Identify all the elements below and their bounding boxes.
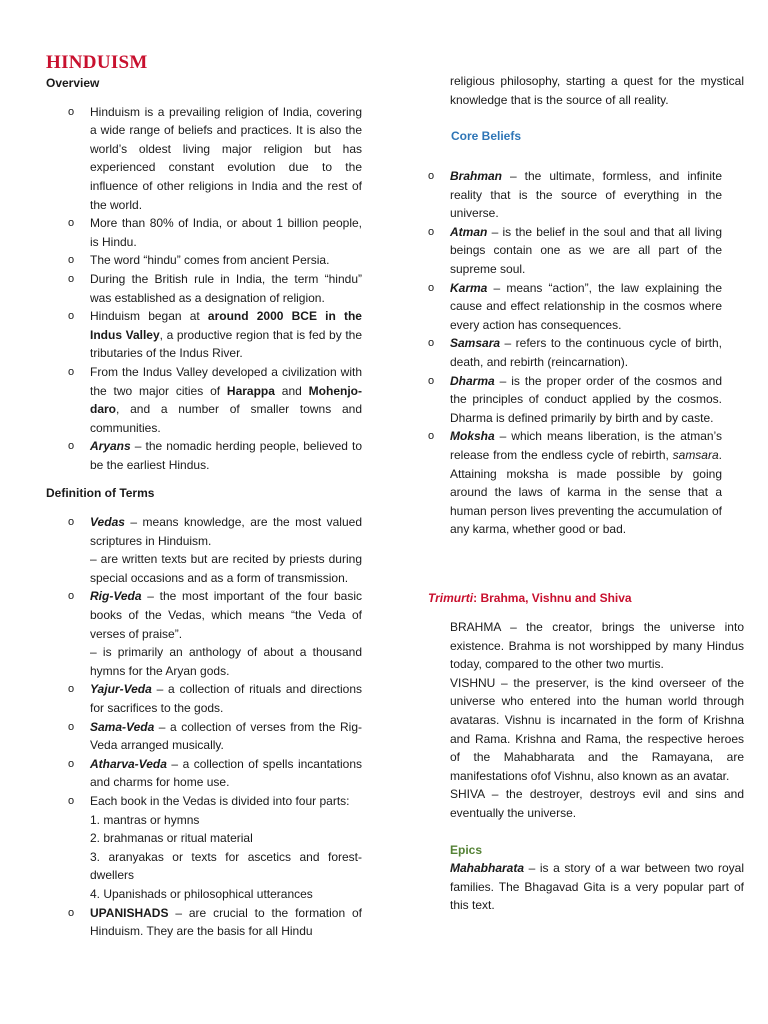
brahma-text: BRAHMA – the creator, brings the universe into existence. Brahma is not worshipped by many Hindus today, compared to the other two murtis.	[450, 620, 744, 672]
terms-heading: Definition of Terms	[46, 486, 155, 501]
list-item: o Atharva-Veda – a collection of spells incantations and charms for home use.	[68, 756, 362, 790]
core-beliefs-list	[428, 167, 722, 539]
bullet-icon: o	[68, 906, 75, 919]
list-item: o More than 80% of India, or about 1 billion people, is Hindu.	[68, 216, 362, 249]
list-item: o The word “hindu” comes from ancient Persia.	[46, 251, 362, 270]
bullet-icon: o	[68, 105, 75, 118]
vishnu-text: VISHNU – the preserver, is the kind overseer of the universe who entered into the human world through avataras. Vishnu is incarnated in the form of Krishna and Rama. Krishna and Rama, the respective heroes of the Mahabharata and the Ramayana, are manifestations ofof Vishnu, also known as an avatar.	[450, 675, 744, 783]
bullet-icon: o	[68, 310, 75, 323]
list-item: o Yajur-Veda – a collection of rituals and directions for sacrifices to the gods.	[68, 682, 362, 715]
list-item: o UPANISHADS – are crucial to the formation of Hinduism. They are the basis for all Hindu	[68, 905, 362, 939]
bullet-icon: o	[428, 170, 435, 182]
list-item: o Brahman – the ultimate, formless, and infinite reality that is the source of everything in the universe.	[428, 169, 722, 221]
core-beliefs-heading: Core Beliefs	[451, 129, 522, 144]
bullet-icon: o	[68, 683, 75, 696]
bullet-icon: o	[428, 337, 435, 350]
overview-list	[46, 103, 362, 475]
mahabharata-text: Mahabharata – is a story of a war between two royal families. The Bhagavad Gita is a very popular part of this text.	[450, 861, 744, 913]
epics-heading: Epics	[450, 842, 483, 857]
bullet-icon: o	[68, 440, 75, 453]
list-item: o Dharma – is the proper order of the cosmos and the principles of conduct applied by the cosmos. Dharma is defined primarily by birth and by caste.	[428, 373, 722, 425]
bullet-icon: o	[428, 281, 435, 294]
list-item: o Samsara – refers to the continuous cycle of birth, death, and rebirth (reincarnation).	[428, 336, 722, 369]
list-item: o Aryans – the nomadic herding people, believed to be the earliest Hindus.	[68, 439, 362, 472]
bullet-icon: o	[428, 374, 435, 387]
overview-heading: Overview	[46, 76, 100, 90]
bullet-icon: o	[68, 217, 75, 230]
bullet-icon: o	[68, 272, 75, 285]
terms-list	[46, 513, 362, 941]
bullet-icon: o	[68, 757, 75, 770]
trimurti-heading: Trimurti: Brahma, Vishnu and Shiva	[428, 591, 632, 605]
bullet-icon: o	[68, 720, 75, 733]
list-item: o Hinduism is a prevailing religion of India, covering a wide range of beliefs and practices. It is also the world’s oldest living major religion but has experienced constant evolution due to the influence of other religions in India and the rest of the world.	[68, 104, 362, 212]
bullet-icon: o	[428, 225, 435, 238]
list-item: o Sama-Veda – a collection of verses from the Rig-Veda arranged musically.	[68, 719, 362, 753]
bullet-icon: o	[68, 365, 75, 378]
bullet-icon: o	[68, 794, 75, 807]
shiva-text: SHIVA – the destroyer, destroys evil and sins and eventually the universe.	[450, 787, 744, 820]
page-title: HINDUISM	[46, 52, 148, 73]
list-item: o From the Indus Valley developed a civilization with the two major cities of Harappa and Mohenjo-daro, and a number of smaller towns and communities.	[68, 364, 362, 435]
continuation-text: religious philosophy, starting a quest for the mystical knowledge that is the source of all reality.	[450, 74, 744, 107]
list-item: o Vedas – means knowledge, are the most valued scriptures in Hinduism. – are written texts but are recited by priests during special occasions and as a form of transmission.	[68, 515, 362, 585]
bullet-icon: o	[68, 516, 75, 529]
bullet-icon: o	[428, 430, 435, 443]
list-item: o During the British rule in India, the term “hindu” was established as a designation of religion.	[68, 271, 362, 305]
list-item: o Rig-Veda – the most important of the four basic books of the Vedas, which means “the Veda of verses of praise”. – is primarily an anthology of about a thousand hymns for the Aryan gods.	[68, 589, 362, 678]
bullet-icon: o	[68, 254, 75, 267]
list-item: o Hinduism began at around 2000 BCE in the Indus Valley, a productive region that is fed by the tributaries of the Indus River.	[68, 309, 362, 361]
list-item: o Atman – is the belief in the soul and that all living beings contain one as we are all part of the supreme soul.	[428, 224, 722, 276]
list-item: o Karma – means “action”, the law explaining the cause and effect relationship in the cosmos where every action has consequences.	[428, 280, 722, 332]
list-item: o Each book in the Vedas is divided into four parts: 1. mantras or hymns 2. brahmanas or ritual material 3. aranyakas or texts for ascetics and forest-dwellers 4. Upanishads or philosophical utterances	[68, 793, 362, 901]
list-item: o Moksha – which means liberation, is the atman’s release from the endless cycle of rebirth, samsara. Attaining moksha is made possible by going around the laws of karma in the sense that a human person lives preventing the accumulation of any karma, whether good or bad.	[428, 429, 722, 537]
bullet-icon: o	[68, 590, 75, 603]
